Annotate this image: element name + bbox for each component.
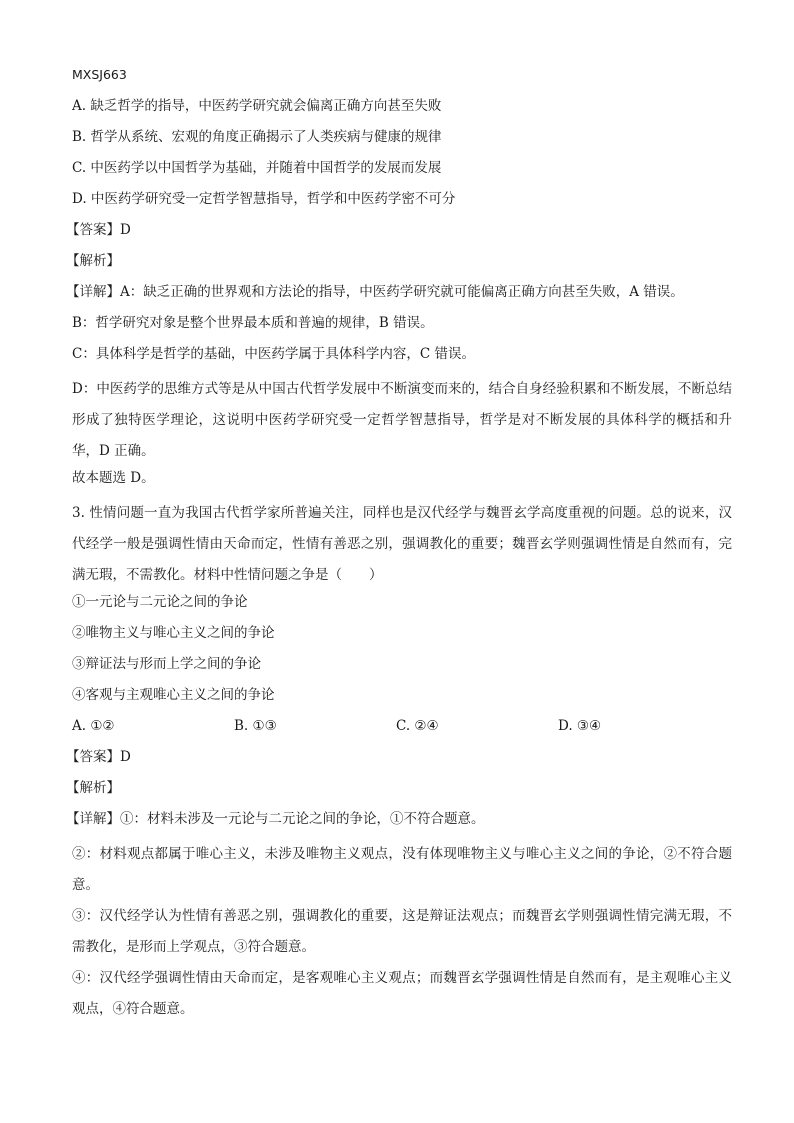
q2-option-a: A. 缺乏哲学的指导，中医药学研究就会偏离正确方向甚至失败 (72, 98, 442, 114)
q2-option-d: D. 中医药学研究受一定哲学智慧指导，哲学和中医药学密不可分 (72, 191, 456, 207)
q3-statement-4: ④客观与主观唯心主义之间的争论 (72, 687, 275, 703)
q2-answer: 【答案】D (66, 222, 131, 238)
q3-detail-4: ④：汉代经学强调性情由天命而定，是客观唯心主义观点；而魏晋玄学强调性情是自然而有，是主观唯心主义观点，④符合题意。 (72, 970, 732, 1017)
q2-detail-c: C：具体科学是哲学的基础，中医药学属于具体科学内容，C 错误。 (72, 346, 475, 362)
q3-stem: 3. 性情问题一直为我国古代哲学家所普遍关注，同样也是汉代经学与魏晋玄学高度重视的问题。总的说来，汉代经学一般是强调性情由天命而定，性情有善恶之别，强调教化的重要；魏晋玄学则强调性情是自然而有，完满无瑕，不需教化。材料中性情问题之争是（ ） (72, 505, 732, 583)
q3-detail-2: ②：材料观点都属于唯心主义，未涉及唯物主义观点，没有体现唯物主义与唯心主义之间的争论，②不符合题意。 (72, 846, 732, 893)
q2-detail-b: B：哲学研究对象是整个世界最本质和普遍的规律，B 错误。 (72, 315, 434, 331)
q3-statement-3: ③辩证法与形而上学之间的争论 (72, 656, 261, 672)
q3-option-a: A. ①② (72, 718, 115, 734)
q3-option-b: B. ①③ (234, 718, 277, 734)
q2-option-c: C. 中医药学以中国哲学为基础，并随着中国哲学的发展而发展 (72, 160, 442, 176)
q3-analysis-label: 【解析】 (66, 780, 120, 796)
q3-option-c: C. ②④ (396, 718, 439, 734)
q3-statement-1: ①一元论与二元论之间的争论 (72, 594, 248, 610)
q3-option-d: D. ③④ (558, 718, 602, 734)
q2-analysis-label: 【解析】 (66, 253, 120, 269)
q2-detail-a: 【详解】A：缺乏正确的世界观和方法论的指导，中医药学研究就可能偏离正确方向甚至失败，A 错误。 (66, 284, 684, 300)
q3-detail-1: 【详解】①：材料未涉及一元论与二元论之间的争论，①不符合题意。 (66, 811, 485, 827)
header-code: MXSJ663 (72, 67, 127, 82)
q3-answer: 【答案】D (66, 749, 131, 765)
q2-detail-d: D：中医药学的思维方式等是从中国古代哲学发展中不断演变而来的，结合自身经验积累和不断发展，不断总结形成了独特医学理论，这说明中医药学研究受一定哲学智慧指导，哲学是对不断发展的具体科学的概括和升华，D 正确。 (72, 381, 732, 459)
q3-statement-2: ②唯物主义与唯心主义之间的争论 (72, 625, 275, 641)
document-page (66, 64, 732, 1025)
q2-conclusion: 故本题选 D。 (72, 470, 155, 486)
q2-option-b: B. 哲学从系统、宏观的角度正确揭示了人类疾病与健康的规律 (72, 129, 442, 145)
q3-options-row (72, 715, 732, 746)
q3-detail-3: ③：汉代经学认为性情有善恶之别，强调教化的重要，这是辩证法观点；而魏晋玄学则强调性情完满无瑕，不需教化，是形而上学观点，③符合题意。 (72, 908, 732, 955)
